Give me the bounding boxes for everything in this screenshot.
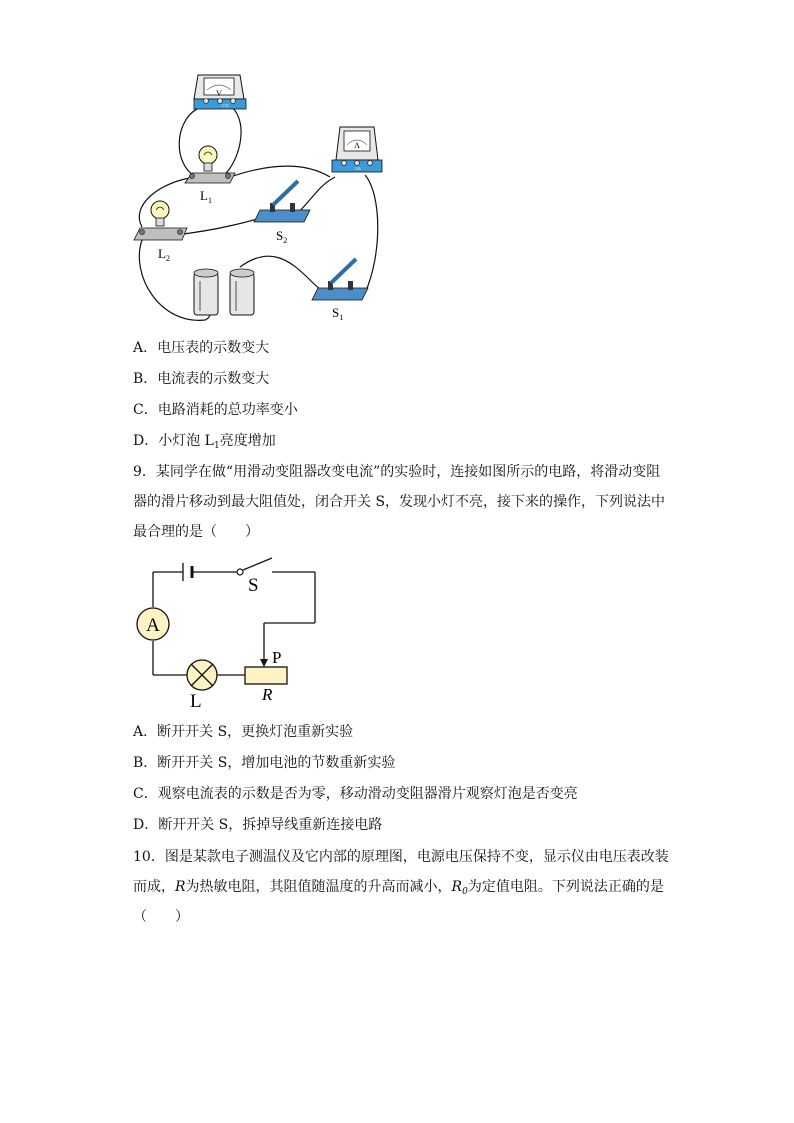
lamp-label: L <box>190 691 202 712</box>
resistor-label: R <box>262 685 273 704</box>
q10-stem-line: （ ） <box>133 909 189 925</box>
lamp-l1-label: $L_1$ <box>200 188 212 205</box>
option-letter: C． <box>133 786 158 802</box>
switch-s2 <box>254 181 310 245</box>
slider-label: P <box>272 648 282 667</box>
option-letter: A． <box>133 340 158 356</box>
ammeter <box>332 127 382 172</box>
thermistor-symbol: R <box>175 879 186 895</box>
switch-s1 <box>312 259 368 322</box>
voltmeter-terminals: 3 15 <box>221 103 229 108</box>
rheostat-symbol <box>245 667 287 684</box>
option-letter: B． <box>133 755 158 771</box>
option-letter: D． <box>133 433 159 449</box>
fixed-resistor-symbol: R <box>451 879 463 895</box>
option-text: 断开开关 S，增加电池的节数重新实验 <box>157 755 396 771</box>
voltmeter-symbol: V <box>216 89 222 98</box>
option-text-after: 亮度增加 <box>219 433 276 449</box>
q8-option-b[interactable] <box>133 369 269 389</box>
lamp-l1 <box>185 146 235 205</box>
q9-stem <box>133 457 673 547</box>
q8-option-c[interactable] <box>133 400 298 420</box>
wire <box>365 175 378 293</box>
q9-option-b[interactable] <box>133 753 395 773</box>
q10-stem <box>133 842 673 932</box>
circuit-photo-figure <box>120 55 400 325</box>
option-letter: D． <box>133 817 159 833</box>
q10-stem-line: 而成，R为热敏电阻，其阻值随温度的升高而减小，$R_0$为定值电阻。下列说法正确的是 <box>133 879 664 897</box>
lamp-l2 <box>134 201 187 263</box>
wire <box>224 107 241 175</box>
option-text: 电路消耗的总功率变小 <box>157 402 298 418</box>
option-subscript: 1 <box>213 441 220 451</box>
option-letter: A． <box>133 724 158 740</box>
switch-label: S <box>248 575 259 596</box>
option-text: 小灯泡 L <box>158 433 214 449</box>
q9-circuit-diagram <box>130 555 330 715</box>
ammeter-symbol: A <box>354 141 360 150</box>
wire <box>298 177 335 213</box>
option-text: 电压表的示数变大 <box>157 340 270 356</box>
option-text: 观察电流表的示数是否为零，移动滑动变阻器滑片观察灯泡是否变亮 <box>157 786 578 802</box>
option-text: 电流表的示数变大 <box>157 371 270 387</box>
switch-s1-label: $S_1$ <box>332 305 344 322</box>
option-letter: C． <box>133 402 158 418</box>
q9-stem-line: 最合理的是（ ） <box>133 524 259 540</box>
lamp-l2-label: $L_2$ <box>158 246 170 263</box>
q8-option-d[interactable] <box>133 431 276 456</box>
wire <box>179 107 202 178</box>
q8-option-a[interactable] <box>133 338 269 358</box>
wire <box>230 166 330 177</box>
q9-option-a[interactable] <box>133 722 353 742</box>
option-letter: B． <box>133 371 158 387</box>
voltmeter <box>194 75 246 109</box>
ammeter-terminals: 0.6 <box>355 166 361 171</box>
q9-stem-line: 器的滑片移动到最大阻值处，闭合开关 S，发现小灯不亮，接下来的操作，下列说法中 <box>133 494 666 510</box>
option-text: 断开开关 S，拆掉导线重新连接电路 <box>158 817 383 833</box>
q9-stem-line: 9．某同学在做“用滑动变阻器改变电流”的实验时，连接如图所示的电路，将滑动变阻 <box>133 464 661 480</box>
switch-s2-label: $S_2$ <box>276 228 288 245</box>
battery-pack <box>194 269 254 315</box>
q9-option-d[interactable] <box>133 815 382 835</box>
q10-stem-line: 10．图是某款电子测温仪及它内部的原理图，电源电压保持不变，显示仪由电压表改装 <box>133 849 669 865</box>
ammeter-label: A <box>146 615 160 636</box>
q9-option-c[interactable] <box>133 784 578 804</box>
option-text: 断开开关 S，更换灯泡重新实验 <box>157 724 354 740</box>
